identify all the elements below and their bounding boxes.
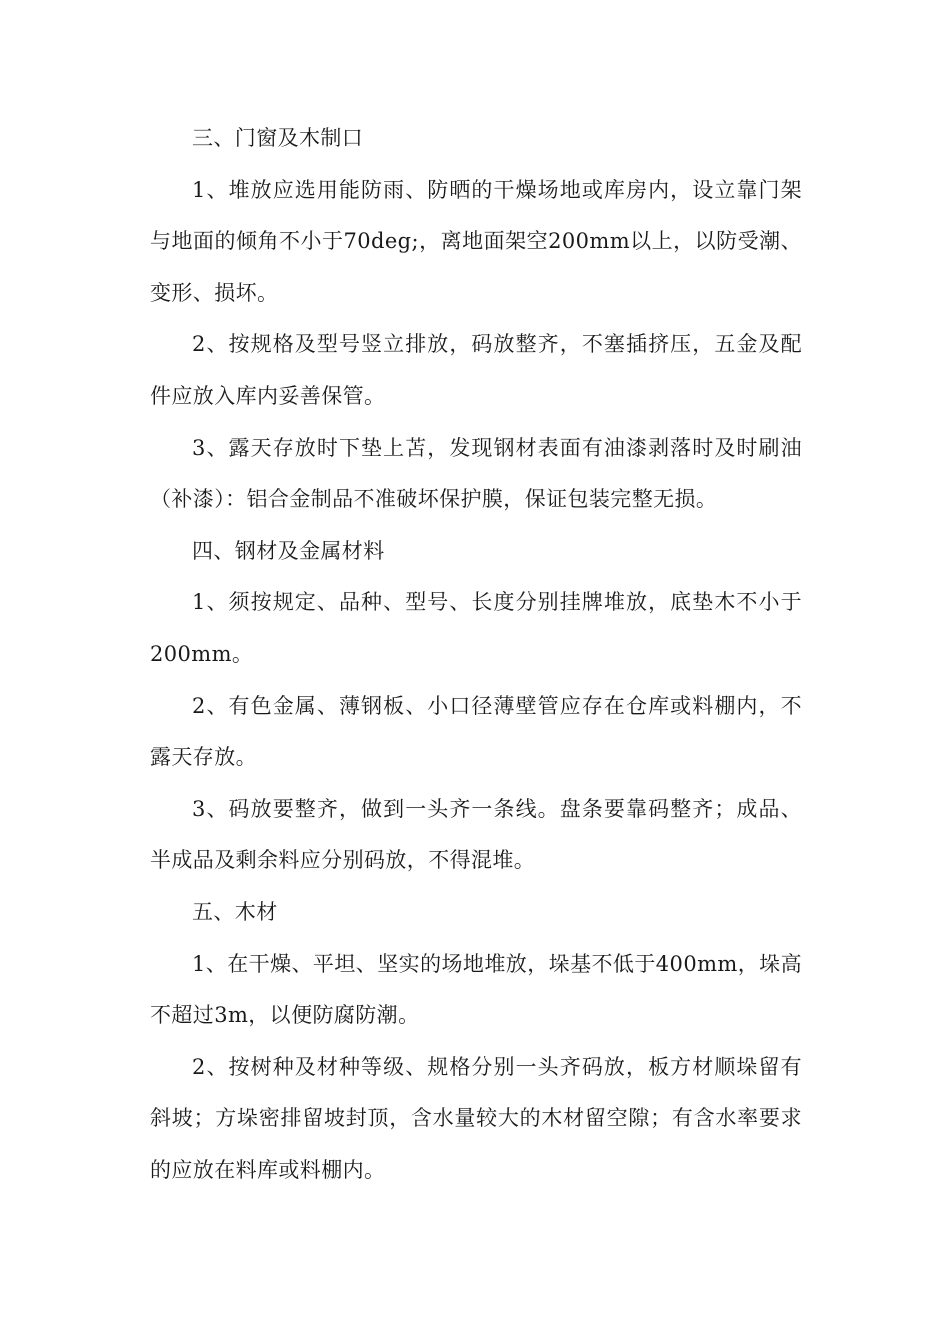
paragraph-doors-3: 3、露天存放时下垫上苫，发现钢材表面有油漆剥落时及时刷油（补漆）：铝合金制品不准破坏保护膜，保证包装完整无损。 xyxy=(150,435,802,512)
section-heading-doors-windows: 三、门窗及木制口 xyxy=(192,126,364,150)
paragraph-steel-3: 3、码放要整齐，做到一头齐一条线。盘条要靠码整齐；成品、半成品及剩余料应分别码放，不得混堆。 xyxy=(150,796,802,873)
section-heading-steel-metal: 四、钢材及金属材料 xyxy=(192,538,385,563)
paragraph-steel-2: 2、有色金属、薄钢板、小口径薄壁管应存在仓库或料棚内，不露天存放。 xyxy=(150,693,802,770)
paragraph-steel-1: 1、须按规定、品种、型号、长度分别挂牌堆放，底垫木不小于200mm。 xyxy=(150,590,802,666)
paragraph-timber-2: 2、按树种及材种等级、规格分别一头齐码放，板方材顺垛留有斜坡；方垛密排留坡封顶，含水量较大的木材留空隙；有含水率要求的应放在料库或料棚内。 xyxy=(150,1054,802,1182)
paragraph-doors-1: 1、堆放应选用能防雨、防晒的干燥场地或库房内，设立靠门架与地面的倾角不小于70deg;，离地面架空200mm以上，以防受潮、变形、损坏。 xyxy=(150,177,802,305)
paragraph-timber-1: 1、在干燥、平坦、坚实的场地堆放，垛基不低于400mm，垛高不超过3m，以便防腐防潮。 xyxy=(150,951,802,1028)
document-body xyxy=(150,113,802,1196)
section-heading-timber: 五、木材 xyxy=(192,899,278,924)
paragraph-doors-2: 2、按规格及型号竖立排放，码放整齐，不塞插挤压，五金及配件应放入库内妥善保管。 xyxy=(150,332,802,408)
